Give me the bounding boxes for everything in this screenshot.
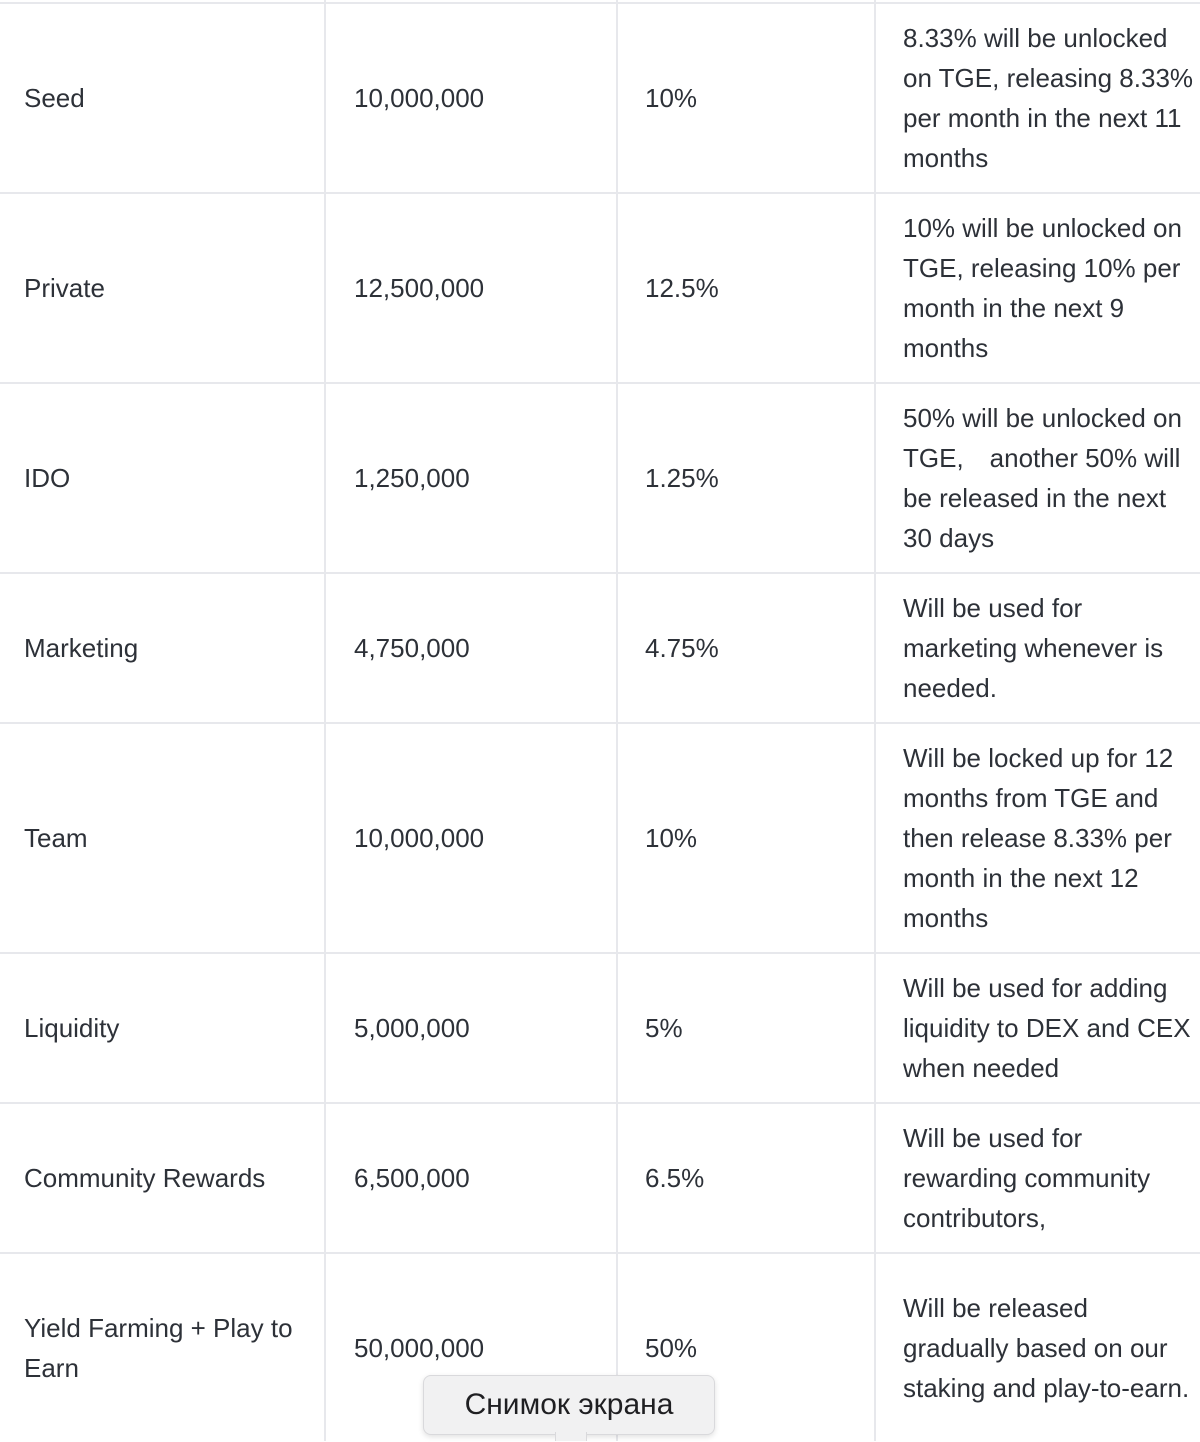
allocation-name: Private (24, 273, 105, 303)
allocation-name: Team (24, 823, 88, 853)
allocation-percent: 5% (645, 1013, 683, 1043)
allocation-name: Marketing (24, 633, 139, 663)
table-row (0, 1104, 1200, 1252)
allocation-percent: 10% (645, 823, 698, 853)
allocation-description: Will be used for marketing whenever is needed. (903, 593, 1164, 703)
allocation-name: Liquidity (24, 1013, 120, 1043)
table-row (0, 574, 1200, 722)
allocation-percent: 50% (645, 1333, 698, 1363)
allocation-name: Community Rewards (24, 1163, 266, 1193)
allocation-percent: 10% (645, 83, 698, 113)
allocation-amount: 6,500,000 (354, 1163, 470, 1193)
allocation-percent: 6.5% (645, 1163, 705, 1193)
table-row (0, 724, 1200, 952)
allocation-description: Will be locked up for 12 months from TGE and then release 8.33% per month in the next 12 months (903, 743, 1174, 933)
allocation-amount: 12,500,000 (354, 273, 485, 303)
screenshot-tooltip-label: Снимок экрана (464, 1388, 674, 1421)
allocation-percent: 4.75% (645, 633, 719, 663)
allocation-amount: 50,000,000 (354, 1333, 485, 1363)
table-row (0, 954, 1200, 1102)
allocation-amount: 1,250,000 (354, 463, 470, 493)
table-row (0, 194, 1200, 382)
allocation-description: 8.33% will be unlocked on TGE, releasing 8.33% per month in the next 11 months (903, 23, 1194, 173)
allocation-description: Will be released gradually based on our staking and play-to-earn. (903, 1293, 1190, 1403)
allocation-name: IDO (24, 463, 71, 493)
allocation-description: 10% will be unlocked on TGE, releasing 10% per month in the next 9 months (903, 213, 1182, 363)
allocation-percent: 12.5% (645, 273, 719, 303)
screenshot-tooltip[interactable] (423, 1375, 715, 1435)
allocation-percent: 1.25% (645, 463, 719, 493)
allocation-amount: 10,000,000 (354, 823, 485, 853)
allocation-amount: 5,000,000 (354, 1013, 470, 1043)
allocation-name: Yield Farming + Play to Earn (24, 1313, 293, 1383)
table-row (0, 4, 1200, 192)
allocation-description: Will be used for adding liquidity to DEX and CEX when needed (903, 973, 1191, 1083)
tooltip-tail (555, 1432, 587, 1441)
allocation-amount: 4,750,000 (354, 633, 470, 663)
allocation-name: Seed (24, 83, 85, 113)
allocation-description: 50% will be unlocked on TGE, another 50% will be released in the next 30 days (903, 403, 1182, 553)
allocation-amount: 10,000,000 (354, 83, 485, 113)
allocation-description: Will be used for rewarding community contributors, (903, 1123, 1151, 1233)
table-row (0, 384, 1200, 572)
